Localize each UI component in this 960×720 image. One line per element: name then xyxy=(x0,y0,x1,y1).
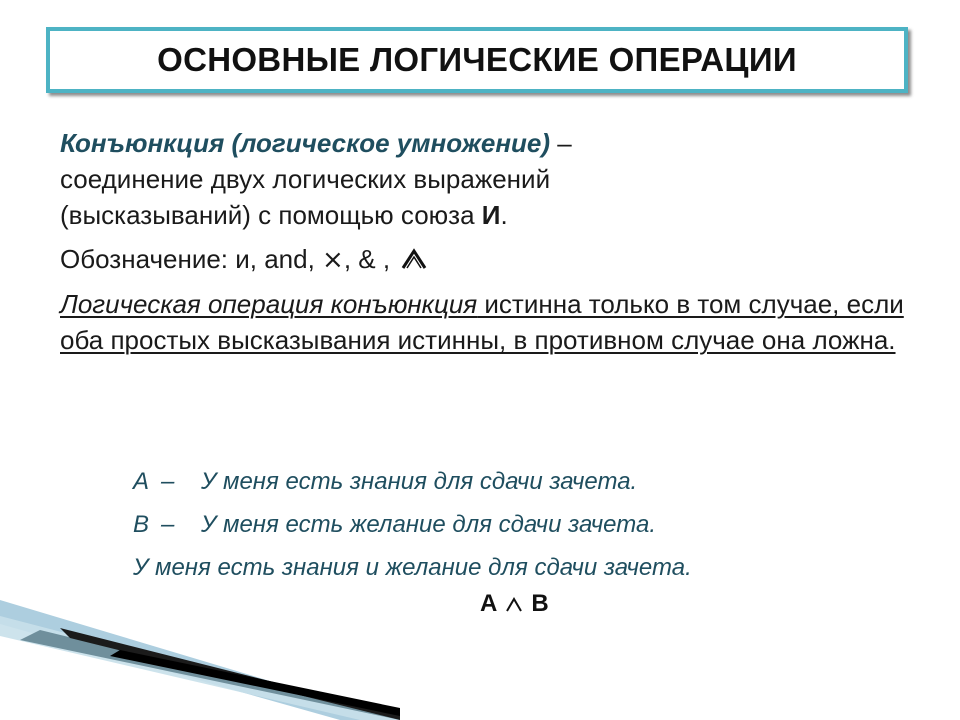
logical-and-icon xyxy=(401,248,427,270)
rule-paragraph xyxy=(60,286,910,358)
example-b xyxy=(133,503,692,546)
example-a-var: A xyxy=(133,468,150,495)
example-a xyxy=(133,460,692,503)
content-area xyxy=(60,125,910,358)
example-a-dash: – xyxy=(161,468,175,495)
definition-dash: – xyxy=(550,128,572,158)
rule-italic-part: Логическая операция конъюнкция xyxy=(60,289,478,319)
decorative-swoosh xyxy=(0,590,400,720)
example-b-dash: – xyxy=(161,511,175,538)
formula xyxy=(480,590,549,618)
notation-prefix: Обозначение: и, and, xyxy=(60,244,323,274)
conjunction-letter: И xyxy=(481,200,501,230)
example-a-text: У меня есть знания для сдачи зачета. xyxy=(201,468,638,495)
notation-line xyxy=(60,241,910,278)
formula-left: A xyxy=(480,590,498,617)
rule-rest: истинна только в том случае, если оба простых высказывания истинны, в противном случае она ложна. xyxy=(60,289,904,355)
logical-and-icon xyxy=(505,596,523,612)
definition-paragraph xyxy=(60,125,910,233)
definition-period: . xyxy=(500,200,508,230)
example-b-text: У меня есть желание для сдачи зачета. xyxy=(201,511,656,538)
times-symbol: × xyxy=(322,245,344,275)
definition-line-3: (высказываний) с помощью союза xyxy=(60,200,482,230)
formula-right: B xyxy=(531,590,549,617)
definition-line-2: соединение двух логических выражений xyxy=(60,164,551,194)
example-b-var: B xyxy=(133,511,150,538)
notation-middle: , & , xyxy=(343,244,391,274)
term-conjunction: Конъюнкция (логическое умножение) xyxy=(60,128,551,158)
title-box xyxy=(46,27,908,93)
examples-block xyxy=(133,460,692,589)
slide-title: ОСНОВНЫЕ ЛОГИЧЕСКИЕ ОПЕРАЦИИ xyxy=(157,41,797,78)
conclusion-line: У меня есть знания и желание для сдачи зачета. xyxy=(133,554,692,581)
